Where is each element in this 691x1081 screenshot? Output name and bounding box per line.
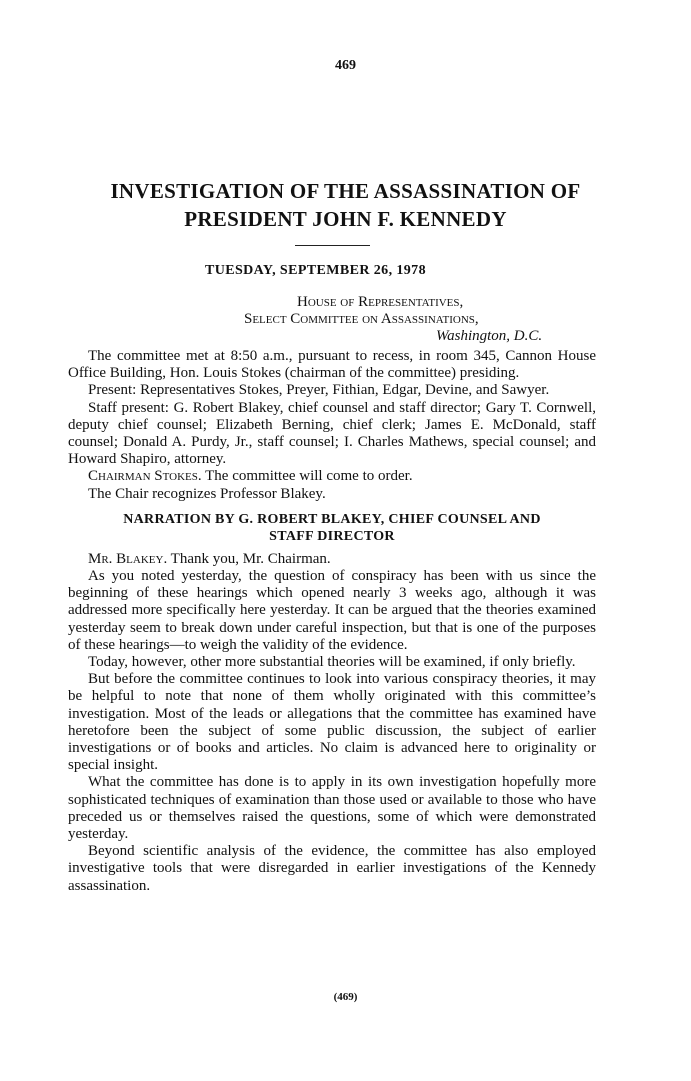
statement-text: Thank you, Mr. Chairman. <box>167 550 331 567</box>
address-location: Washington, D.C. <box>436 328 543 344</box>
title-divider <box>295 245 370 246</box>
narration-paragraph-3: But before the committee continues to look into various conspiracy theories, it may be helpful to note that none of them wholly originated with this committee’s investigation. Most of the leads or allegations that the committee has examined have heretofore been the subject of some public discussion, the subject of earlier investigations or of books and articles. No claim is advanced here to originality or special insight. <box>68 671 596 774</box>
page-number: 469 <box>335 58 356 73</box>
narration-paragraph-2: Today, however, other more substantial theories will be examined, if only briefly. <box>88 654 576 671</box>
speaker-name: Chairman Stokes. <box>88 468 202 485</box>
intro-paragraph-3: Staff present: G. Robert Blakey, chief counsel and staff director; Gary T. Cornwell, deputy chief counsel; Elizabeth Berning, chief clerk; James E. McDonald, staff counsel; Donald A. Purdy, Jr., staff counsel; I. Charles Mathews, special counsel; and Howard Shapiro, attorney. <box>68 399 596 468</box>
address-committee: Select Committee on Assassinations, <box>244 311 479 327</box>
narration-paragraph-4: What the committee has done is to apply in its own investigation hopefully more sophisticated techniques of examination than those used or available to those who have preceded us or themselves raised the questions, some of which were demonstrated yesterday. <box>68 774 596 843</box>
intro-paragraph-1: The committee met at 8:50 a.m., pursuant to recess, in room 345, Cannon House Office Building, Hon. Louis Stokes (chairman of the committee) presiding. <box>68 348 596 382</box>
blakey-statement <box>68 551 596 568</box>
chairman-statement <box>68 468 596 485</box>
speaker-name: Mr. Blakey. <box>88 550 168 567</box>
document-title <box>0 177 691 233</box>
section-heading-line-1: NARRATION BY G. ROBERT BLAKEY, CHIEF COUNSEL AND <box>123 511 541 527</box>
section-heading <box>68 511 596 545</box>
document-body <box>68 348 596 895</box>
dateline: TUESDAY, SEPTEMBER 26, 1978 <box>205 263 426 278</box>
section-heading-line-2: STAFF DIRECTOR <box>269 528 395 544</box>
address-house: House of Representatives, <box>297 294 464 310</box>
title-line-2: PRESIDENT JOHN F. KENNEDY <box>184 207 507 231</box>
title-line-1: INVESTIGATION OF THE ASSASSINATION OF <box>110 179 581 203</box>
narration-paragraph-5: Beyond scientific analysis of the evidence, the committee has also employed investigative tools that were disregarded in earlier investigations of the Kennedy assassination. <box>68 843 596 894</box>
intro-paragraph-2: Present: Representatives Stokes, Preyer, Fithian, Edgar, Devine, and Sawyer. <box>88 382 550 399</box>
statement-text: The committee will come to order. <box>201 468 413 485</box>
narration-paragraph-1: As you noted yesterday, the question of conspiracy has been with us since the beginning of these hearings which opened nearly 3 weeks ago, although it was addressed more specifically here yesterday. It can be argued that the theories examined yesterday seem to break down under careful inspection, but that is one of the purposes of these hearings—to weigh the validity of the evidence. <box>68 568 596 653</box>
chair-recognizes: The Chair recognizes Professor Blakey. <box>88 485 326 502</box>
footer-page-number: (469) <box>333 991 358 1003</box>
